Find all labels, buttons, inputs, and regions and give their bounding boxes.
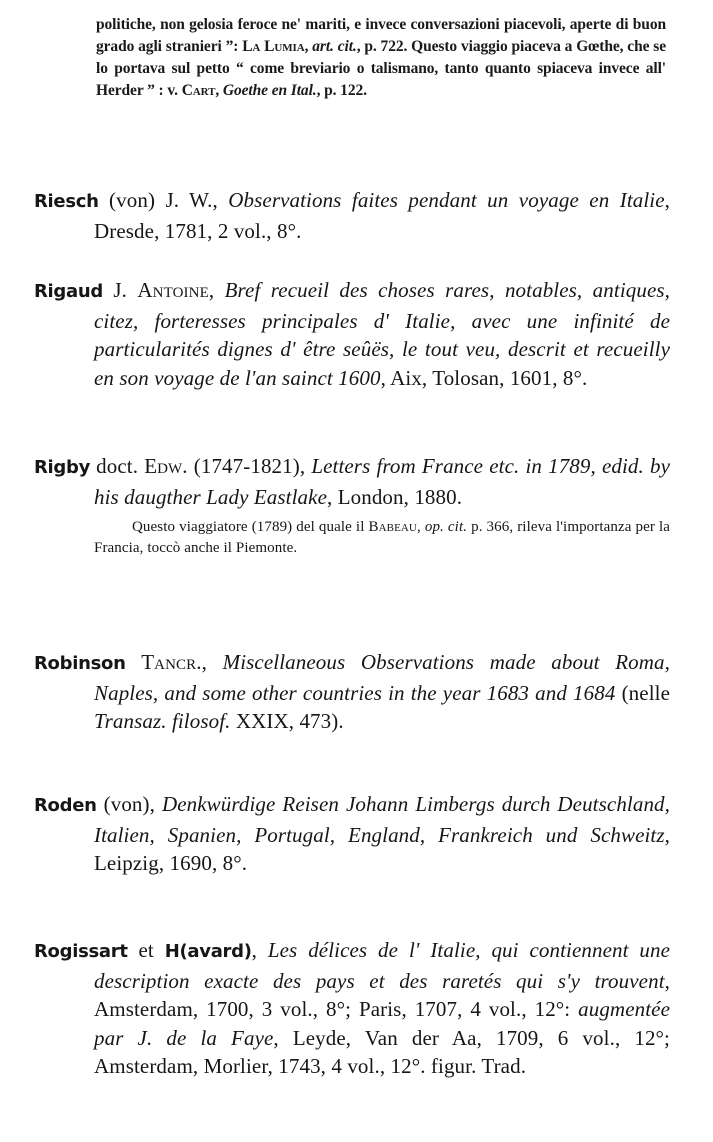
entry-imprint: , Dresde, 1781, 2 vol., 8°. xyxy=(94,188,671,243)
entry-title: Miscellaneous Observations made about Roma, Naples, and some other countries in the year 1683 and 1684 xyxy=(94,650,670,705)
cited-author: La Lumia xyxy=(242,38,305,55)
entry-robinson xyxy=(34,648,670,736)
entry-title: Les délices de l' Italie, qui contiennent une description exacte des pays et des raretés qui s'y trouvent xyxy=(94,938,671,993)
entry-text xyxy=(34,186,670,245)
citation: art. cit. xyxy=(312,38,357,55)
entry-headword: Rigaud xyxy=(34,281,103,302)
entry-dates: (1747-1821), xyxy=(187,454,312,478)
entry-text: Rigaud J. Antoine, Bref recueil des choses rares, notables, antiques, citez, forteresses principales d' Italie, avec une infinité de particularités dignes d' être seûës, le tout veu, descrit et recueilly en son voyage de l'an sainct 1600, Aix, Tolosan, 1601, 8°. xyxy=(34,278,670,390)
entry-title: Bref recueil des choses rares, notables, antiques, citez, forteresses principales d' Italie, avec une infinité de particularités dignes d' être seûës, le tout veu, descrit et recueilly en son voyage de l'an sainct 1600 xyxy=(94,278,670,390)
entry-note: Questo viaggiatore (1789) del quale il Babeau, op. cit. p. 366, rileva l'importanza per la Francia, toccò anche il Piemonte. xyxy=(94,519,671,556)
entry-headword: Riesch xyxy=(34,191,99,212)
entry-author: doct. xyxy=(90,454,145,478)
entry-author-name: Tancr. xyxy=(141,650,202,674)
entry-rogissart xyxy=(34,936,670,1081)
citation: op. cit. xyxy=(424,519,468,535)
entry-edition-note: augmentée par J. de la Faye xyxy=(94,997,670,1050)
entry-author xyxy=(126,650,142,674)
entry-text: Rogissart et H(avard), Les délices de l' Italie, qui contiennent une description exacte des pays et des raretés qui s'y trouvent, Amsterdam, 1700, 3 vol., 8°; Paris, 1707, 4 vol., 12°: augmentée par J. de la Faye, Leyde, Van der Aa, 1709, 6 vol., 12°; Amsterdam, Morlier, 1743, 4 vol., 12°. figur. Trad. xyxy=(34,938,671,1078)
entry-rigaud xyxy=(34,276,670,392)
continuation-text: politiche, non gelosia feroce ne' mariti, e invece conversazioni piacevoli, aperte di buon grado agli stranieri ”: xyxy=(96,16,666,55)
continuation-paragraph: politiche, non gelosia feroce ne' mariti, e invece conversazioni piacevoli, aperte di buon grado agli stranieri ”: La Lumia, art. cit., p. 722. Questo viaggio piaceva a Gœthe, che se lo portava sul petto “ come breviario o talismano, tanto quanto spiaceva invece all' Herder ” : v. Cart, Goethe en Ital., p. 122. xyxy=(96,16,666,99)
cited-author: Cart xyxy=(181,82,216,99)
entry-text xyxy=(34,790,670,878)
entry-author: J. xyxy=(102,278,138,302)
entry-roden xyxy=(34,790,670,878)
entry-rigby xyxy=(34,452,670,559)
entry-author-name: Edw. xyxy=(144,454,188,478)
entry-imprint: , Leipzig, 1690, 8°. xyxy=(94,822,670,875)
entry-headword: Roden xyxy=(34,795,97,816)
entry-title: Denkwürdige Reisen Johann Limbergs durch Deutschland, Italien, Spanien, Portugal, England, Frankreich und Schweitz xyxy=(94,792,670,847)
entry-headword: Rogissart xyxy=(34,941,128,962)
entry-journal: Transaz. filosof. xyxy=(94,709,231,733)
entry-imprint: , Aix, Tolosan, 1601, 8°. xyxy=(380,365,588,390)
entry-headword-coauthor: H(avard) xyxy=(164,941,252,962)
entry-text xyxy=(34,452,670,511)
entry-riesch xyxy=(34,186,670,245)
entry-title: Letters from France etc. in 1789, edid. by his daugther Lady Eastlake xyxy=(94,454,670,509)
entry-text: Robinson Tancr., Miscellaneous Observations made about Roma, Naples, and some other countries in the year 1683 and 1684 (nelle Transaz. filosof. XXIX, 473). xyxy=(34,650,670,733)
entry-headword: Rigby xyxy=(34,457,91,478)
entry-author: (von), xyxy=(96,792,162,816)
entry-author-name: Antoine xyxy=(137,278,209,302)
entry-author: (von) J. W., xyxy=(98,188,229,212)
entry-imprint: XXIX, 473). xyxy=(230,709,344,733)
entry-headword: Robinson xyxy=(34,653,126,674)
entry-title: Observations faites pendant un voyage en Italie xyxy=(228,188,665,212)
cited-author: Babeau xyxy=(368,519,417,535)
entry-imprint: , London, 1880. xyxy=(327,484,463,509)
citation: Goethe en Ital. xyxy=(222,82,317,99)
entry-imprint: , Leyde, Van der Aa, 1709, 6 vol., 12°; Amsterdam, Morlier, 1743, 4 vol., 12°. figur. Trad. xyxy=(94,1025,670,1078)
